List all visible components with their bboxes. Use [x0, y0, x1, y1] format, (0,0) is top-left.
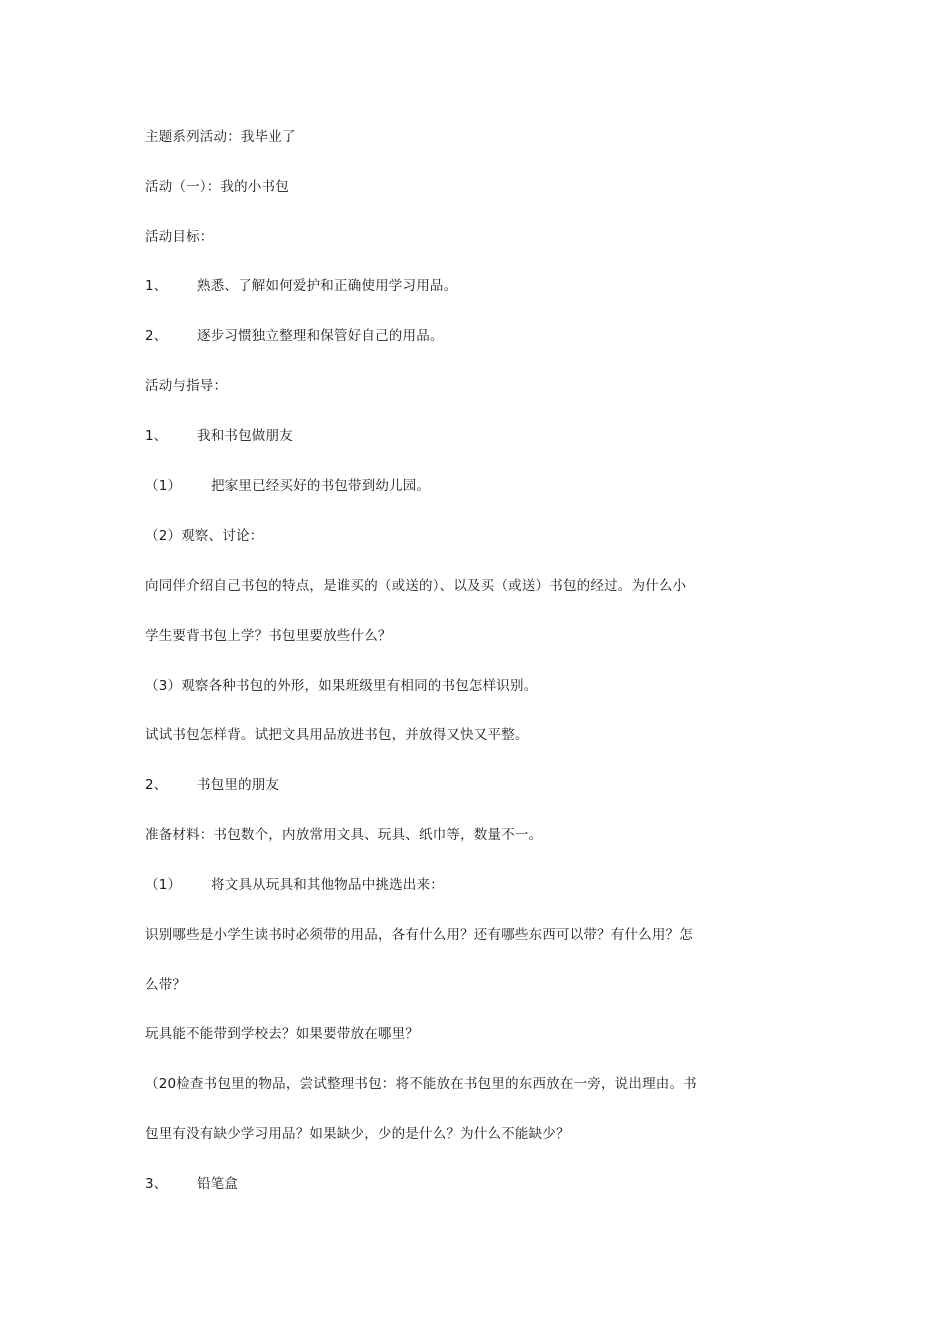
paragraph-line: 学生要背书包上学？书包里要放些什么？: [145, 628, 392, 644]
point-text: 把家里已经买好的书包带到幼儿园。: [211, 478, 431, 494]
section-title: 铅笔盒: [197, 1176, 239, 1192]
guidance-heading: 活动与指导：: [145, 378, 228, 394]
paragraph-line: 么带？: [145, 977, 187, 993]
section-1-point-1: [145, 476, 430, 496]
point-number: （1）: [145, 877, 182, 893]
document-title: 主题系列活动：我毕业了: [145, 129, 296, 145]
section-number: 2、: [145, 777, 168, 793]
section-1-point-2: （2）观察、讨论：: [145, 528, 264, 544]
section-2-point-2: （20检查书包里的物品，尝试整理书包：将不能放在书包里的东西放在一旁，说出理由。书: [145, 1076, 697, 1092]
goal-item-1: [145, 276, 457, 296]
paragraph-line: 识别哪些是小学生读书时必须带的用品，各有什么用？还有哪些东西可以带？有什么用？怎: [145, 927, 693, 943]
section-number: 3、: [145, 1176, 168, 1192]
paragraph-line: 向同伴介绍自己书包的特点，是谁买的（或送的）、以及买（或送）书包的经过。为什么小: [145, 578, 687, 594]
section-1-point-3: （3）观察各种书包的外形，如果班级里有相同的书包怎样识别。: [145, 678, 538, 694]
goal-number: 2、: [145, 328, 168, 344]
paragraph-line: 包里有没有缺少学习用品？如果缺少，少的是什么？为什么不能缺少？: [145, 1126, 570, 1142]
goal-text: 熟悉、了解如何爱护和正确使用学习用品。: [197, 278, 458, 294]
paragraph-line: 试试书包怎样背。试把文具用品放进书包，并放得又快又平整。: [145, 727, 529, 743]
goal-item-2: [145, 326, 444, 346]
section-1-heading: [145, 426, 293, 446]
goal-text: 逐步习惯独立整理和保管好自己的用品。: [197, 328, 444, 344]
section-2-heading: [145, 775, 279, 795]
activity-title: 活动（一）：我的小书包: [145, 179, 289, 195]
goals-heading: 活动目标：: [145, 229, 214, 245]
section-title: 书包里的朋友: [197, 777, 280, 793]
section-number: 1、: [145, 428, 168, 444]
point-number: （1）: [145, 478, 182, 494]
paragraph-line: 玩具能不能带到学校去？如果要带放在哪里？: [145, 1026, 419, 1042]
section-title: 我和书包做朋友: [197, 428, 293, 444]
section-2-point-1: [145, 875, 444, 895]
section-3-heading: [145, 1174, 238, 1194]
point-text: 将文具从玩具和其他物品中挑选出来：: [211, 877, 444, 893]
goal-number: 1、: [145, 278, 168, 294]
materials-line: 准备材料：书包数个，内放常用文具、玩具、纸巾等，数量不一。: [145, 827, 543, 843]
